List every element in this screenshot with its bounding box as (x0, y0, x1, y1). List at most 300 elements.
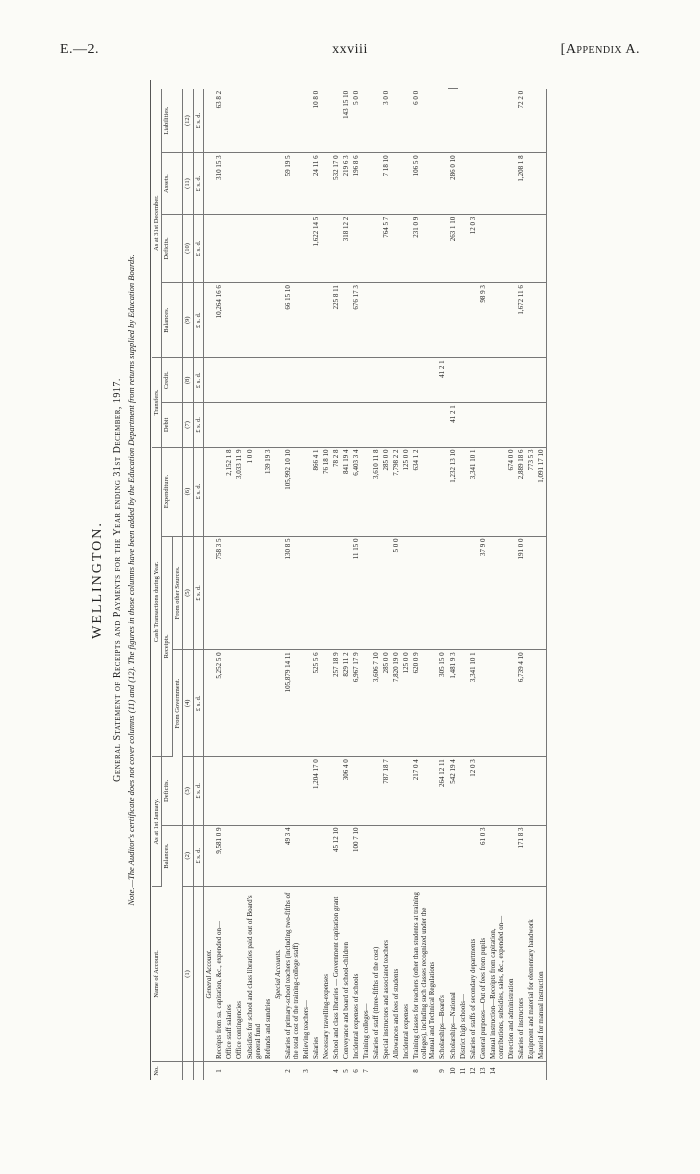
col-liabilities: Liabilities. (162, 89, 183, 153)
row-number: 11 (458, 1067, 467, 1075)
amount-cell: 2,889 18 6 (516, 447, 526, 536)
amount-cell (214, 358, 224, 403)
amount-cell (391, 283, 401, 358)
amount-cell (361, 536, 371, 650)
table-row (351, 80, 361, 1080)
col-expenditure: Expenditure. (162, 447, 183, 536)
amount-cell: 49 3 4 (283, 825, 301, 886)
amount-cell (437, 153, 447, 214)
amount-cell (224, 358, 234, 403)
amount-cell (204, 283, 215, 358)
account-name: Salaries (311, 887, 321, 1062)
col-assets: Assets. (162, 153, 183, 214)
amount-cell: 3,033 11 9 (234, 447, 244, 536)
amount-cell: 139 19 3 (263, 447, 273, 536)
amount-cell: 10 8 0 (311, 89, 321, 153)
amount-cell (204, 153, 215, 214)
amount-cell (468, 403, 478, 447)
row-number (204, 1062, 215, 1081)
amount-cell (361, 403, 371, 447)
amount-cell (301, 89, 311, 153)
amount-cell: 787 18 7 (381, 757, 391, 825)
amount-cell (437, 536, 447, 650)
amount-cell (321, 358, 331, 403)
amount-cell: 542 19 4 (448, 757, 458, 825)
amount-cell (478, 403, 488, 447)
account-name: Conveyance and board of school-children (341, 887, 351, 1062)
col-deficits: Deficits. (162, 757, 183, 825)
amount-cell (301, 403, 311, 447)
amount-cell (234, 358, 244, 403)
table-row (245, 80, 263, 1080)
amount-cell (224, 403, 234, 447)
row-number (381, 1062, 391, 1081)
amount-cell (391, 153, 401, 214)
table-row (311, 80, 321, 1080)
table-row (448, 80, 458, 1080)
amount-cell (351, 403, 361, 447)
page-reference: E.—2. (60, 42, 100, 57)
amount-cell: 3 0 0 (381, 89, 391, 153)
amount-cell (468, 825, 478, 886)
row-number (506, 1062, 516, 1081)
amount-cell: 11 15 0 (351, 536, 361, 650)
table-row (401, 80, 411, 1080)
amount-cell (526, 214, 536, 282)
amount-cell (526, 153, 536, 214)
table-row (478, 80, 488, 1080)
amount-cell (488, 757, 506, 825)
table-row (458, 80, 468, 1080)
amount-cell (263, 403, 273, 447)
row-number (536, 1062, 547, 1081)
account-name: Receipts from sa. capitation, &c., expended on— (214, 887, 224, 1062)
amount-cell: 866 4 1 (311, 447, 321, 536)
row-number (401, 1062, 411, 1081)
table-row (234, 80, 244, 1080)
amount-cell (341, 283, 351, 358)
amount-cell (506, 214, 516, 282)
amount-cell: 6,967 17 9 (351, 650, 361, 757)
amount-cell (536, 825, 547, 886)
amount-cell (437, 403, 447, 447)
section-heading-row (204, 80, 215, 1080)
amount-cell (263, 757, 273, 825)
amount-cell: 59 19 5 (283, 153, 301, 214)
amount-cell (381, 358, 391, 403)
amount-cell (224, 757, 234, 825)
amount-cell (263, 825, 273, 886)
amount-cell (245, 153, 263, 214)
amount-cell (331, 214, 341, 282)
account-name: District high schools— (458, 887, 468, 1062)
amount-cell (204, 536, 215, 650)
amount-cell (224, 536, 234, 650)
amount-cell: 305 15 0 (437, 650, 447, 757)
amount-cell (224, 825, 234, 886)
amount-cell (214, 403, 224, 447)
amount-cell (506, 536, 516, 650)
amount-cell (391, 825, 401, 886)
col-debit: Debit (162, 403, 183, 447)
amount-cell: 532 17 0 (331, 153, 341, 214)
amount-cell: 72 2 0 (516, 89, 526, 153)
row-number: 3 (301, 1069, 310, 1073)
row-number (526, 1062, 536, 1081)
amount-cell (331, 536, 341, 650)
col-unit: £ s. d. (193, 153, 203, 214)
row-number: 5 (342, 1069, 350, 1073)
amount-cell (204, 757, 215, 825)
amount-cell (458, 283, 468, 358)
table-row (526, 80, 536, 1080)
amount-cell (361, 89, 371, 153)
amount-cell (401, 283, 411, 358)
amount-cell (506, 650, 516, 757)
amount-cell: 3,606 7 10 (371, 650, 381, 757)
amount-cell: 263 1 10 (448, 214, 458, 282)
amount-cell (437, 214, 447, 282)
col-unit (193, 887, 203, 1062)
amount-cell (411, 403, 437, 447)
amount-cell (301, 536, 311, 650)
amount-cell: 41 2 1 (437, 358, 447, 403)
amount-cell: 5 0 0 (391, 536, 401, 650)
amount-cell (224, 283, 234, 358)
col-deficits2: Deficits. (162, 214, 183, 282)
amount-cell: 191 0 0 (516, 536, 526, 650)
amount-cell (536, 153, 547, 214)
amount-cell (331, 358, 341, 403)
amount-cell (468, 89, 478, 153)
amount-cell: 12 0 3 (468, 757, 478, 825)
auditor-note: Note.—The Auditor's certificate does not cover columns (11) and (12). The figures in those columns have been added by the Education Department from returns supplied by Education Boards. (126, 254, 136, 906)
col-number: (12) (183, 89, 193, 153)
amount-cell (204, 447, 215, 536)
amount-cell (341, 403, 351, 447)
amount-cell (468, 358, 478, 403)
account-name: School and class libraries — Government capitation grant (331, 887, 341, 1062)
col-transfers: Transfers. (152, 358, 162, 447)
amount-cell (245, 358, 263, 403)
amount-cell: 125 0 0 (401, 650, 411, 757)
account-name: Scholarships—Board's (437, 887, 447, 1062)
table-row (341, 80, 351, 1080)
amount-cell (245, 214, 263, 282)
amount-cell (448, 536, 458, 650)
amount-cell (311, 283, 321, 358)
amount-cell (458, 403, 468, 447)
table-row (224, 80, 234, 1080)
amount-cell: 758 3 5 (214, 536, 224, 650)
amount-cell: 45 12 10 (331, 825, 341, 886)
amount-cell (301, 825, 311, 886)
amount-cell (371, 825, 381, 886)
amount-cell (536, 403, 547, 447)
amount-cell (488, 403, 506, 447)
row-number: 4 (331, 1069, 340, 1073)
account-name: Salaries of primary-school teachers (including two-fifths of the total cost of the training-college staff) (283, 887, 301, 1062)
amount-cell (273, 89, 283, 153)
account-name: Special Accounts. (273, 887, 283, 1062)
col-unit (193, 1062, 203, 1081)
table-row (214, 80, 224, 1080)
amount-cell: 7,820 19 0 (391, 650, 401, 757)
row-number: 1 (215, 1069, 224, 1073)
account-name: Training colleges— (361, 887, 371, 1062)
amount-cell (488, 214, 506, 282)
amount-cell: 143 15 10 (341, 89, 351, 153)
row-number (321, 1062, 331, 1081)
col-unit: £ s. d. (193, 536, 203, 650)
amount-cell: 37 9 0 (478, 536, 488, 650)
amount-cell (263, 283, 273, 358)
amount-cell (301, 358, 311, 403)
amount-cell: 3,341 10 1 (468, 447, 478, 536)
amount-cell (401, 536, 411, 650)
account-name: Material for manual instruction (536, 887, 547, 1062)
amount-cell (488, 536, 506, 650)
amount-cell: 6,403 3 4 (351, 447, 361, 536)
amount-cell (273, 825, 283, 886)
amount-cell: 1,204 17 0 (311, 757, 321, 825)
amount-cell: 764 5 7 (381, 214, 391, 282)
amount-cell (401, 153, 411, 214)
amount-cell: 63 8 2 (214, 89, 224, 153)
page-header (60, 42, 640, 66)
col-number (183, 1062, 193, 1081)
amount-cell (311, 825, 321, 886)
row-number: 2 (283, 1069, 292, 1073)
amount-cell: 7,798 2 2 (391, 447, 401, 536)
col-number: (8) (183, 358, 193, 403)
amount-cell: 257 18 9 (331, 650, 341, 757)
amount-cell: 1,672 11 6 (516, 283, 526, 358)
amount-cell: 5 0 0 (351, 89, 361, 153)
amount-cell: 219 6 3 (341, 153, 351, 214)
amount-cell (536, 358, 547, 403)
amount-cell: 676 17 3 (351, 283, 361, 358)
amount-cell (371, 403, 381, 447)
amount-cell (321, 153, 331, 214)
row-number: 14 (488, 1067, 497, 1075)
amount-cell (401, 89, 411, 153)
amount-cell (214, 757, 224, 825)
amount-cell (381, 403, 391, 447)
amount-cell: 66 15 10 (283, 283, 301, 358)
amount-cell (381, 283, 391, 358)
account-name: General Account. (204, 887, 215, 1062)
amount-cell (214, 214, 224, 282)
amount-cell: 100 7 10 (351, 825, 361, 886)
amount-cell (516, 403, 526, 447)
amount-cell (458, 825, 468, 886)
table-row (301, 80, 311, 1080)
amount-cell (391, 89, 401, 153)
account-name: Special instructors and associated teachers (381, 887, 391, 1062)
amount-cell (411, 283, 437, 358)
row-number (234, 1062, 244, 1081)
statement-title: General Statement of Receipts and Payments for the Year ending 31st December, 1917. (112, 378, 123, 782)
amount-cell (214, 447, 224, 536)
amount-cell (263, 89, 273, 153)
account-name: Equipment and material for elementary handwork (526, 887, 536, 1062)
amount-cell (283, 757, 301, 825)
amount-cell (283, 89, 301, 153)
amount-cell: 9,581 0 9 (214, 825, 224, 886)
amount-cell (437, 283, 447, 358)
amount-cell (301, 757, 311, 825)
amount-cell (224, 214, 234, 282)
col-number: (9) (183, 283, 193, 358)
account-name: Subsidies for school and class libraries paid out of Board's general fund (245, 887, 263, 1062)
amount-cell (351, 214, 361, 282)
amount-cell: 3,610 11 8 (371, 447, 381, 536)
amount-cell: 773 5 3 (526, 447, 536, 536)
col-unit: £ s. d. (193, 214, 203, 282)
amount-cell: 231 0 9 (411, 214, 437, 282)
amount-cell (371, 153, 381, 214)
amount-cell (458, 447, 468, 536)
amount-cell (321, 757, 331, 825)
amount-cell (391, 757, 401, 825)
amount-cell: 1,622 14 5 (311, 214, 321, 282)
amount-cell (536, 536, 547, 650)
col-number: (2) (183, 825, 193, 886)
col-number: (6) (183, 447, 193, 536)
amount-cell (361, 447, 371, 536)
amount-cell: 829 11 2 (341, 650, 351, 757)
row-number (311, 1062, 321, 1081)
amount-cell (273, 650, 283, 757)
amount-cell: 105,992 10 10 (283, 447, 301, 536)
col-no: No. (152, 1062, 183, 1081)
account-name: Salaries of staffs of secondary departments (468, 887, 478, 1062)
amount-cell (234, 536, 244, 650)
amount-cell (273, 447, 283, 536)
row-number: 8 (412, 1069, 421, 1073)
amount-cell (401, 757, 411, 825)
amount-cell (437, 447, 447, 536)
col-number: (5) (183, 536, 193, 650)
amount-cell (526, 757, 536, 825)
amount-cell (526, 89, 536, 153)
amount-cell (371, 536, 381, 650)
amount-cell (224, 153, 234, 214)
amount-cell: 306 4 0 (341, 757, 351, 825)
amount-cell (371, 214, 381, 282)
amount-cell: 841 19 4 (341, 447, 351, 536)
amount-cell (526, 403, 536, 447)
col-unit: £ s. d. (193, 358, 203, 403)
amount-cell (283, 214, 301, 282)
amount-cell: 1,091 17 10 (536, 447, 547, 536)
amount-cell (458, 650, 468, 757)
amount-cell (478, 358, 488, 403)
col-cash: Cash Transactions during Year. (152, 447, 162, 757)
amount-cell (245, 825, 263, 886)
col-unit: £ s. d. (193, 89, 203, 153)
amount-cell (506, 757, 516, 825)
amount-cell (478, 214, 488, 282)
amount-cell: 3,341 10 1 (468, 650, 478, 757)
amount-cell: 61 0 3 (478, 825, 488, 886)
amount-cell (411, 536, 437, 650)
amount-cell: 1,208 1 8 (516, 153, 526, 214)
page-number: xxviii (332, 42, 368, 57)
table-row (361, 80, 371, 1080)
amount-cell (341, 536, 351, 650)
amount-cell (263, 650, 273, 757)
amount-cell: 634 1 2 (411, 447, 437, 536)
amount-cell (488, 825, 506, 886)
amount-cell (488, 89, 506, 153)
table-row (391, 80, 401, 1080)
amount-cell (321, 403, 331, 447)
statement-title-block (90, 80, 136, 1080)
amount-cell (458, 536, 468, 650)
amount-cell (488, 650, 506, 757)
amount-cell (381, 825, 391, 886)
amount-cell (204, 89, 215, 153)
amount-cell: 6 0 0 (411, 89, 437, 153)
rotated-statement (90, 80, 650, 1080)
amount-cell: 10,264 16 6 (214, 283, 224, 358)
amount-cell (458, 358, 468, 403)
amount-cell: 105,879 14 11 (283, 650, 301, 757)
amount-cell (245, 536, 263, 650)
amount-cell: 310 15 3 (214, 153, 224, 214)
row-number: 13 (478, 1067, 487, 1075)
account-name: Office staff salaries (224, 887, 234, 1062)
amount-cell: 171 8 3 (516, 825, 526, 886)
row-number (245, 1062, 263, 1081)
row-number: 6 (352, 1069, 361, 1073)
amount-cell: 6,739 4 10 (516, 650, 526, 757)
amount-cell (301, 153, 311, 214)
amount-cell (401, 403, 411, 447)
amount-cell (391, 214, 401, 282)
col-number: (3) (183, 757, 193, 825)
amount-cell (311, 536, 321, 650)
amount-cell (234, 283, 244, 358)
table-row (263, 80, 273, 1080)
amount-cell (536, 283, 547, 358)
amount-cell (283, 358, 301, 403)
amount-cell (341, 825, 351, 886)
amount-cell: 1,481 9 3 (448, 650, 458, 757)
amount-cell (204, 358, 215, 403)
amount-cell (234, 214, 244, 282)
amount-cell: 217 0 4 (411, 757, 437, 825)
amount-cell (437, 825, 447, 886)
amount-cell: 674 0 0 (506, 447, 516, 536)
amount-cell (516, 358, 526, 403)
amount-cell (234, 89, 244, 153)
row-number (224, 1062, 234, 1081)
amount-cell (448, 89, 458, 153)
amount-cell (204, 825, 215, 886)
amount-cell (506, 403, 516, 447)
col-unit: £ s. d. (193, 650, 203, 757)
amount-cell (301, 214, 311, 282)
table-row (468, 80, 478, 1080)
amount-cell (488, 447, 506, 536)
row-number (371, 1062, 381, 1081)
amount-cell (204, 214, 215, 282)
amount-cell: 196 8 6 (351, 153, 361, 214)
table-row (371, 80, 381, 1080)
